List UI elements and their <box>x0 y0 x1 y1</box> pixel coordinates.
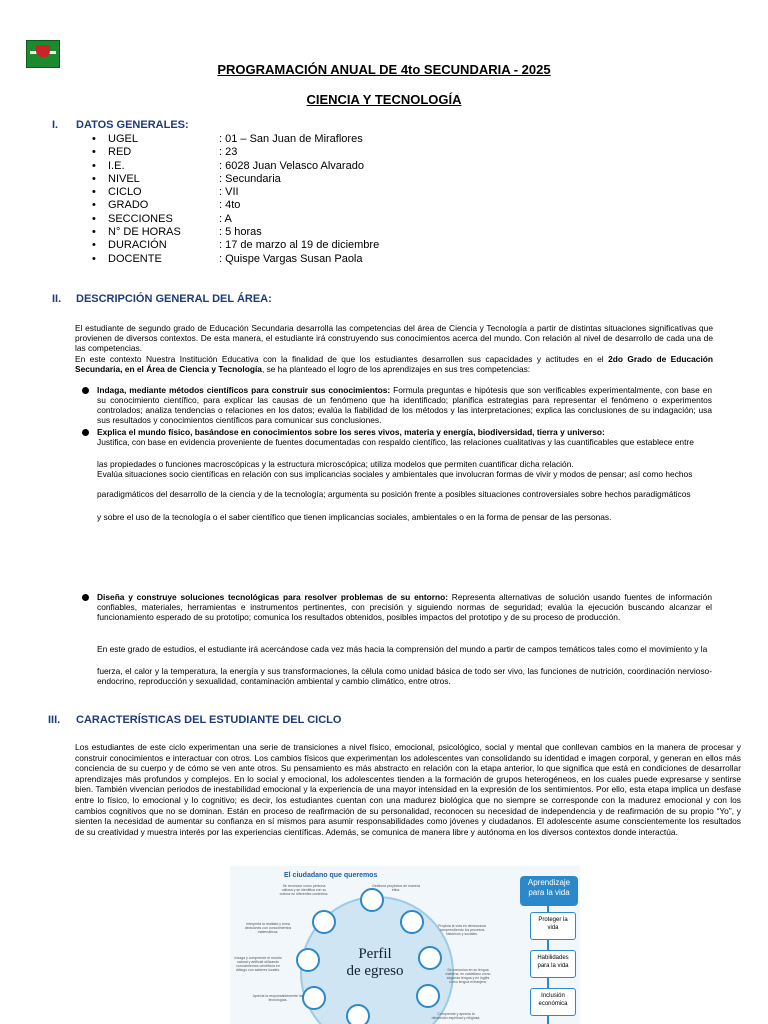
section-number: III. <box>48 714 61 726</box>
list-item: • DOCENTE : Quispe Vargas Susan Paola <box>92 252 363 265</box>
student-avatar-icon <box>400 910 424 934</box>
section-number: I. <box>52 119 59 131</box>
student-avatar-icon <box>312 910 336 934</box>
aprendizaje-item: Inclusión económica <box>530 988 576 1016</box>
student-avatar-icon <box>346 1004 370 1024</box>
list-item: • RED : 23 <box>92 146 238 159</box>
section-title: CARACTERÍSTICAS DEL ESTUDIANTE DEL CICLO <box>76 714 342 726</box>
section-number: II. <box>52 293 62 305</box>
aprendizaje-title: Aprendizaje para la vida <box>520 876 578 906</box>
list-item: • I.E. : 6028 Juan Velasco Alvarado <box>92 159 364 172</box>
description-paragraph: En este grado de estudios, el estudiante irá acercándose cada vez más hacia la comprensión del mundo a partir de campos temáticos tales como el movimiento y la <box>97 644 708 654</box>
student-avatar-icon <box>416 984 440 1008</box>
competencia-text: paradigmáticos del desarrollo de la ciencia y de la tecnología; argumenta su posición frente a posibles situaciones controversiales sobre hechos paradigmáticos <box>97 489 691 499</box>
student-avatar-icon <box>418 946 442 970</box>
aprendizaje-item: Proteger la vida <box>530 912 576 940</box>
competencia-text: las propiedades o funciones macroscópicas y la estructura microscópica; utiliza modelos que permiten cuantificar dicha relación. <box>97 459 574 469</box>
bullet-dot <box>82 429 89 436</box>
description-paragraph: En este contexto Nuestra Institución Educativa con la finalidad de que los estudiantes desarrollen sus capacidades y actitudes en el 2do Grado de Educación Secundaria, en el Área de Ciencia y Tecnología, se ha planteado el logro de los aprendizajes en sus tres competencias: <box>75 354 714 374</box>
competencia-item: Indaga, mediante métodos científicos para construir sus conocimientos: Formula preguntas e hipótesis que son verificables experimentalmente, con base en su conocimiento científico, para explicar las causas de un fenómeno que ha identificado; planifica estrategias para representar el fenómeno o experimentos controlados; analiza tendencias o relaciones en los datos; evalúa la fiabilidad de los métodos y las interpretaciones; explica las conclusiones de su indagación; usa sus resultados y conocimientos científicos para comunicar sus conclusiones. <box>97 385 713 425</box>
list-item: • GRADO : 4to <box>92 199 241 212</box>
competencia-text: y sobre el uso de la tecnología o el saber científico que tienen implicancias sociales, ambientales o en la forma de pensar de las personas. <box>97 512 612 522</box>
list-item: • CICLO : VII <box>92 186 239 199</box>
section-title: DESCRIPCIÓN GENERAL DEL ÁREA: <box>76 293 272 305</box>
competencia-item: Diseña y construye soluciones tecnológicas para resolver problemas de su entorno: Representa alternativas de solución usando fuentes de información confiables, materiales, herramientas e instrumentos pertinentes, con precisión y siguiendo normas de seguridad; evalúa la ejecución buscando alcanzar el funcionamiento esperado de su prototipo; comunica los resultados obtenidos, posibles impactos del prototipo y de su proceso de producción. <box>97 592 712 622</box>
competencia-item: Explica el mundo físico, basándose en conocimientos sobre los seres vivos, materia y energía, biodiversidad, tierra y universo: Justifica, con base en evidencia proveniente de fuentes documentadas con respaldo científico, las relaciones cualitativas y las cuantificables que establece entre <box>97 427 694 447</box>
figure-title: El ciudadano que queremos <box>284 872 378 879</box>
characteristics-paragraph: Los estudiantes de este ciclo experimentan una serie de transiciones a nivel físico, emocional, psicológico, social y mental que conllevan cambios en la manera de procesar y construir conocimientos e interactuar con otros. Los cambios físicos que experimentan los adolescentes van consolidando su identidad e imagen corporal, y generan en ellos más conciencia de su cuerpo y de cómo se ven ante otros. Su pensamiento es más abstracto en relación con la etapa anterior, lo que significa que está en condiciones de desarrollar aprendizajes más profundos y complejos. En lo social y emocional, los adolescentes tienden a la formación de grupos heterogéneos, en los cuales puede expresarse y sentirse bien. También vivencian periodos de inestabilidad emocional y la experiencia de una mayor intensidad en la expresión de los sentimientos. Por ello, esta etapa implica un desfase entre lo físico, lo emocional y lo cognitivo; es decir, los estudiantes cuentan con una madurez biológica que no siempre se corresponde con la madurez emocional y con los cambios cognitivos que no se dominan. Están en proceso de reafirmación de su personalidad, reconocen su necesidad de independencia y de reafirmación de su propio “Yo”, y sienten la necesidad de aumentar su confianza en sí mismos para asumir responsabilidades como jóvenes y ciudadanos. El adolescente asume conscientemente los resultados de su creatividad y muestra interés por las experiencias científicas. Además, se comunica de manera libre y autónoma en los diversos contextos donde interactúa. <box>75 742 741 837</box>
competencia-text: Evalúa situaciones socio científicas en relación con sus implicancias sociales y ambientales que involucran formas de vivir y modos de pensar; así como hechos <box>97 469 693 479</box>
description-paragraph: fuerza, el calor y la temperatura, la energía y sus transformaciones, la célula como unidad básica de todo ser vivo, las funciones de nutrición, coordinación nervioso-endocrino, reproducción y sexualidad, contaminación ambiental y cambio climático, entre otros. <box>97 666 712 686</box>
caption: Gestiona proyectos de manera ética. <box>372 884 420 892</box>
document-subtitle: CIENCIA Y TECNOLOGÍA <box>306 92 462 107</box>
caption: Propicia la vida en democracia comprendiendo los procesos históricos y sociales. <box>438 924 486 936</box>
student-avatar-icon <box>296 948 320 972</box>
section-title: DATOS GENERALES: <box>76 119 189 131</box>
list-item: • UGEL : 01 – San Juan de Miraflores <box>92 133 363 145</box>
list-item: • N° DE HORAS : 5 horas <box>92 226 262 239</box>
document-title: PROGRAMACIÓN ANUAL DE 4to SECUNDARIA - 2025 <box>217 62 551 77</box>
caption: Indaga y comprende el mundo natural y artificial utilizando conocimientos científicos en diálogo con saberes locales. <box>234 956 282 972</box>
list-item: • SECCIONES : A <box>92 212 232 225</box>
bullet-dot <box>82 387 89 394</box>
datos-generales-list <box>0 133 768 266</box>
caption: Comprende y aprecia la dimensión espiritual y religiosa. <box>431 1012 481 1020</box>
caption: Aprecia la responsablemente las tecnologías. <box>252 994 304 1002</box>
caption: Se comunica en su lengua materna, en castellano como segunda lengua y en inglés como lengua extranjera. <box>445 968 491 984</box>
bullet-dot <box>82 594 89 601</box>
list-item: • NIVEL : Secundaria <box>92 172 281 185</box>
description-paragraph: El estudiante de segundo grado de Educación Secundaria desarrolla las competencias del área de Ciencia y Tecnología a partir de distintas situaciones significativas que provienen de diversos contextos. De esta manera, el estudiante irá construyendo sus conocimientos acerca del mundo. Con relación al nivel de desarrollo de cada una de las competencias. <box>75 323 713 353</box>
perfil-egreso-figure <box>230 866 580 1024</box>
aprendizaje-item: Habilidades para la vida <box>530 950 576 978</box>
student-avatar-icon <box>302 986 326 1010</box>
list-item: • DURACIÓN : 17 de marzo al 19 de diciembre <box>92 239 380 252</box>
caption: Interpreta la realidad y toma decisiones con conocimientos matemáticos. <box>244 922 292 934</box>
caption: Se reconoce como persona valiosa y se identifica con su cultura en diferentes contextos. <box>279 884 329 896</box>
figure-center-label: Perfil de egreso <box>346 946 404 979</box>
